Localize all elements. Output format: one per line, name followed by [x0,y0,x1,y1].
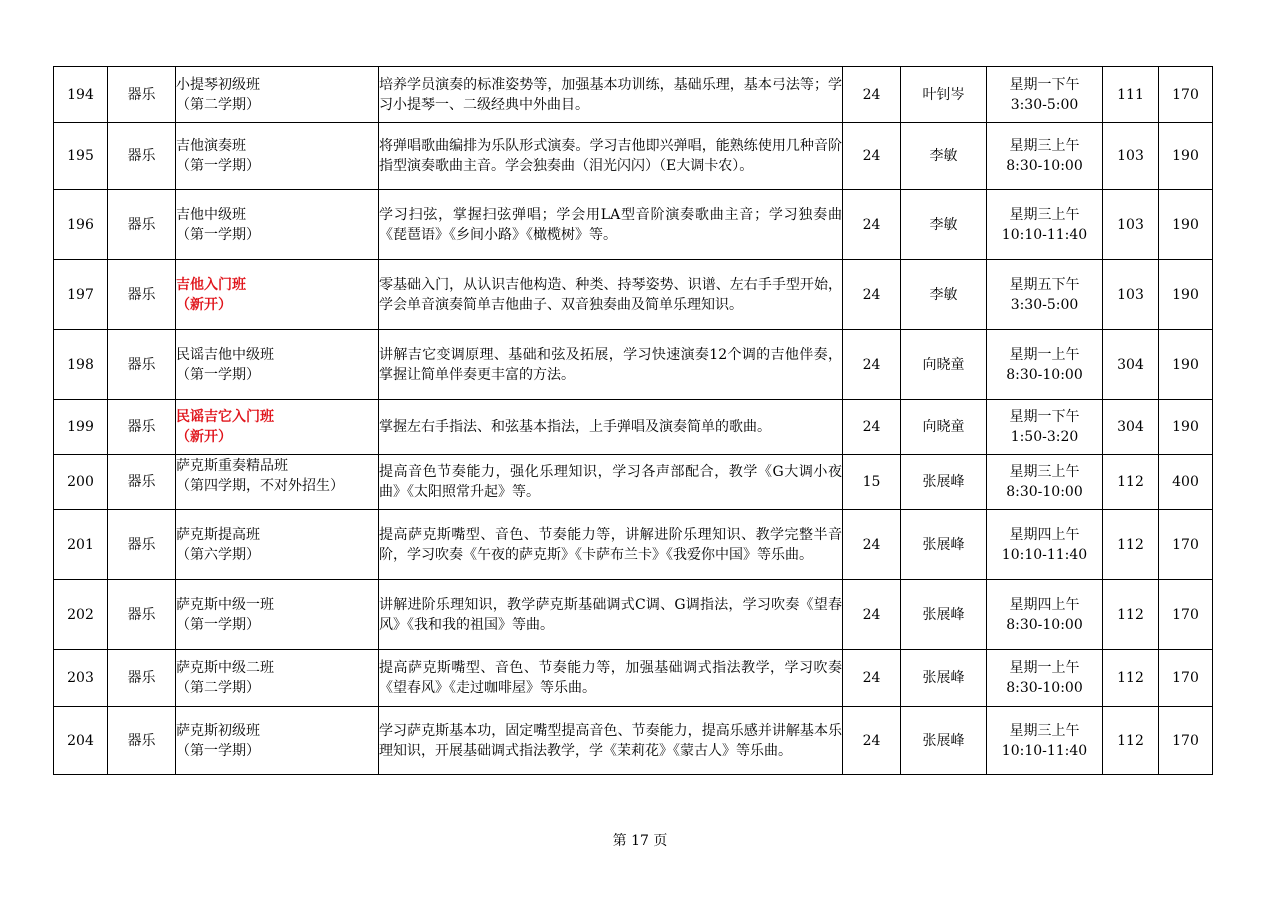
course-fee: 190 [1159,190,1213,260]
table-row [54,510,1213,580]
course-category: 器乐 [108,123,176,190]
course-schedule [987,580,1103,650]
course-term: （第一学期） [176,742,260,759]
course-description: 提高萨克斯嘴型、音色、节奏能力等，加强基础调式指法教学，学习吹奏《望春风》《走过咖啡屋》等乐曲。 [379,650,843,707]
course-day: 星期四上午 [1009,596,1080,613]
course-schedule [987,510,1103,580]
course-name: 民谣吉他中级班 [176,346,274,363]
course-teacher: 张展峰 [901,580,987,650]
course-teacher: 李敏 [901,260,987,330]
course-hours: 24 [843,400,901,455]
course-number: 195 [54,123,108,190]
course-day: 星期三上午 [1009,138,1080,154]
course-teacher: 叶钊岑 [901,67,987,123]
course-term: （第二学期） [176,96,260,113]
course-time: 8:30-10:00 [1006,158,1083,174]
course-schedule [987,455,1103,510]
course-term: （第二学期） [176,680,260,696]
course-time: 3:30-5:00 [1010,296,1079,313]
course-category: 器乐 [108,580,176,650]
course-name: 萨克斯中级二班 [176,660,274,676]
table-row [54,650,1213,707]
course-room: 103 [1103,260,1159,330]
course-hours: 24 [843,510,901,580]
course-schedule [987,260,1103,330]
course-teacher: 张展峰 [901,650,987,707]
course-day: 星期五下午 [1009,276,1080,293]
course-room: 111 [1103,67,1159,123]
course-category: 器乐 [108,330,176,400]
course-hours: 24 [843,580,901,650]
course-teacher: 向晓童 [901,330,987,400]
course-time: 8:30-10:00 [1006,366,1083,383]
course-category: 器乐 [108,650,176,707]
course-number: 203 [54,650,108,707]
course-name-cell [176,67,379,123]
course-hours: 24 [843,707,901,775]
course-fee: 170 [1159,67,1213,123]
course-hours: 15 [843,455,901,510]
course-time: 8:30-10:00 [1006,616,1083,633]
course-category: 器乐 [108,190,176,260]
course-fee: 170 [1159,510,1213,580]
course-number: 199 [54,400,108,455]
course-table [53,66,1213,775]
course-room: 103 [1103,190,1159,260]
course-time: 10:10-11:40 [1001,742,1088,759]
course-term: （第一学期） [176,226,260,243]
course-schedule [987,190,1103,260]
course-name-cell [176,330,379,400]
course-name: 民谣吉它入门班 [176,409,274,425]
course-number: 201 [54,510,108,580]
course-hours: 24 [843,190,901,260]
course-name-cell [176,650,379,707]
course-schedule [987,330,1103,400]
course-category: 器乐 [108,707,176,775]
course-term: （第六学期） [176,546,260,563]
course-term: （第一学期） [176,366,260,383]
course-time: 8:30-10:00 [1006,484,1083,500]
course-time: 3:30-5:00 [1010,96,1079,113]
course-category: 器乐 [108,67,176,123]
course-schedule [987,123,1103,190]
course-term: （第一学期） [176,616,260,633]
course-fee: 400 [1159,455,1213,510]
course-room: 112 [1103,455,1159,510]
course-name-cell [176,260,379,330]
course-number: 202 [54,580,108,650]
course-category: 器乐 [108,260,176,330]
course-description: 将弹唱歌曲编排为乐队形式演奏。学习吉他即兴弹唱，能熟练使用几种音阶指型演奏歌曲主音。学会独奏曲（泪光闪闪）（E大调卡农）。 [379,123,843,190]
table-row [54,330,1213,400]
course-fee: 190 [1159,330,1213,400]
course-term: （新开） [176,429,232,445]
course-hours: 24 [843,67,901,123]
course-schedule [987,707,1103,775]
table-row [54,67,1213,123]
course-name-cell [176,190,379,260]
course-name-cell [176,455,379,510]
course-fee: 190 [1159,260,1213,330]
course-day: 星期三上午 [1009,722,1080,739]
course-name: 萨克斯重奏精品班 [176,458,288,474]
course-teacher: 向晓童 [901,400,987,455]
course-name-cell [176,510,379,580]
course-name: 萨克斯提高班 [176,526,260,543]
course-term: （第一学期） [176,158,260,174]
course-name: 吉他入门班 [176,276,246,293]
course-time: 8:30-10:00 [1006,680,1083,696]
table-row [54,190,1213,260]
course-term: （新开） [176,296,232,313]
course-fee: 170 [1159,580,1213,650]
table-row [54,260,1213,330]
course-room: 112 [1103,510,1159,580]
course-number: 197 [54,260,108,330]
course-day: 星期一下午 [1009,409,1080,425]
course-time: 10:10-11:40 [1001,226,1088,243]
course-teacher: 李敏 [901,190,987,260]
course-hours: 24 [843,123,901,190]
course-description: 学习萨克斯基本功，固定嘴型提高音色、节奏能力，提高乐感并讲解基本乐理知识，开展基础调式指法教学，学《茉莉花》《蒙古人》等乐曲。 [379,707,843,775]
course-description: 讲解进阶乐理知识，教学萨克斯基础调式C调、G调指法，学习吹奏《望春风》《我和我的祖国》等曲。 [379,580,843,650]
course-name-cell [176,580,379,650]
course-category: 器乐 [108,400,176,455]
course-description: 掌握左右手指法、和弦基本指法，上手弹唱及演奏简单的歌曲。 [379,400,843,455]
course-name: 萨克斯初级班 [176,722,260,739]
course-category: 器乐 [108,455,176,510]
course-day: 星期一上午 [1009,660,1080,676]
course-description: 零基础入门，从认识吉他构造、种类、持琴姿势、识谱、左右手手型开始，学会单音演奏简单吉他曲子、双音独奏曲及简单乐理知识。 [379,260,843,330]
course-time: 10:10-11:40 [1001,546,1088,563]
course-day: 星期一上午 [1009,346,1080,363]
course-teacher: 张展峰 [901,510,987,580]
course-day: 星期四上午 [1009,526,1080,543]
course-number: 204 [54,707,108,775]
course-time: 1:50-3:20 [1010,429,1079,445]
course-day: 星期三上午 [1009,206,1080,223]
course-term: （第四学期，不对外招生） [176,478,344,494]
course-number: 198 [54,330,108,400]
course-number: 196 [54,190,108,260]
course-teacher: 李敏 [901,123,987,190]
course-description: 学习扫弦，掌握扫弦弹唱；学会用LA型音阶演奏歌曲主音；学习独奏曲《琵琶语》《乡间小路》《橄榄树》等。 [379,190,843,260]
page-number: 第 17 页 [612,833,668,849]
course-hours: 24 [843,330,901,400]
course-description: 提高音色节奏能力，强化乐理知识，学习各声部配合，教学《G大调小夜曲》《太阳照常升起》等。 [379,455,843,510]
course-fee: 190 [1159,123,1213,190]
course-schedule [987,650,1103,707]
course-room: 112 [1103,580,1159,650]
course-name-cell [176,123,379,190]
course-category: 器乐 [108,510,176,580]
course-day: 星期一下午 [1009,76,1080,93]
course-fee: 170 [1159,650,1213,707]
course-room: 304 [1103,400,1159,455]
course-name: 吉他演奏班 [176,138,246,154]
table-row [54,707,1213,775]
course-name-cell [176,707,379,775]
course-room: 112 [1103,650,1159,707]
table-row [54,123,1213,190]
course-schedule [987,67,1103,123]
course-name: 萨克斯中级一班 [176,596,274,613]
course-teacher: 张展峰 [901,707,987,775]
course-description: 培养学员演奏的标准姿势等，加强基本功训练，基础乐理，基本弓法等；学习小提琴一、二级经典中外曲目。 [379,67,843,123]
course-description: 提高萨克斯嘴型、音色、节奏能力等，讲解进阶乐理知识、教学完整半音阶，学习吹奏《午夜的萨克斯》《卡萨布兰卡》《我爱你中国》等乐曲。 [379,510,843,580]
course-room: 103 [1103,123,1159,190]
course-description: 讲解吉它变调原理、基础和弦及拓展，学习快速演奏12个调的吉他伴奏，掌握让简单伴奏更丰富的方法。 [379,330,843,400]
course-name-cell [176,400,379,455]
course-room: 304 [1103,330,1159,400]
course-hours: 24 [843,260,901,330]
course-teacher: 张展峰 [901,455,987,510]
course-hours: 24 [843,650,901,707]
course-room: 112 [1103,707,1159,775]
table-row [54,400,1213,455]
course-schedule [987,400,1103,455]
course-name: 小提琴初级班 [176,76,260,93]
course-name: 吉他中级班 [176,206,246,223]
table-row [54,455,1213,510]
course-day: 星期三上午 [1009,464,1080,480]
table-row [54,580,1213,650]
course-fee: 190 [1159,400,1213,455]
course-number: 194 [54,67,108,123]
course-fee: 170 [1159,707,1213,775]
course-number: 200 [54,455,108,510]
